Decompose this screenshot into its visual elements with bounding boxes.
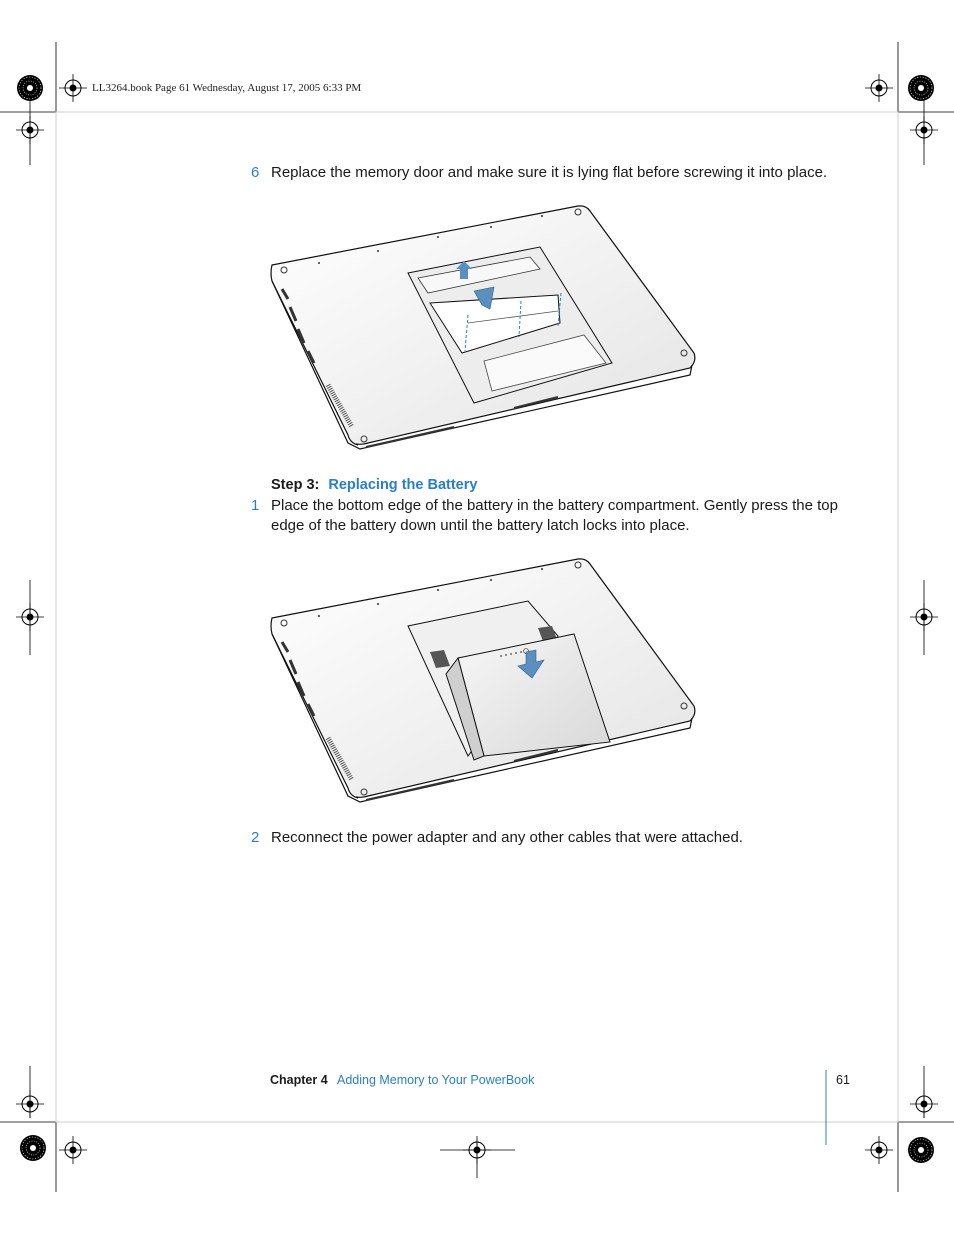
battery-illustration [268, 556, 700, 814]
step-text: Replace the memory door and make sure it is lying flat before screwing it into place. [271, 164, 828, 181]
step-text-line: Place the bottom edge of the battery in the battery compartment. Gently press the top [271, 497, 838, 514]
step-text-line: edge of the battery down until the battery latch locks into place. [271, 517, 690, 534]
footer-chapter: Chapter 4 [270, 1073, 328, 1087]
page-number: 61 [836, 1073, 850, 1087]
step-number: 1 [251, 497, 260, 514]
memory-door-illustration [268, 203, 700, 463]
print-slug: LL3264.book Page 61 Wednesday, August 17, 2005 6:33 PM [92, 82, 362, 94]
section-title: Replacing the Battery [328, 477, 478, 493]
footer-title: Adding Memory to Your PowerBook [337, 1073, 535, 1087]
section-heading [271, 477, 477, 493]
step-text: Reconnect the power adapter and any other cables that were attached. [271, 829, 743, 846]
step-number: 2 [251, 829, 260, 846]
step-number: 6 [251, 164, 260, 181]
section-label: Step 3: [271, 477, 320, 493]
